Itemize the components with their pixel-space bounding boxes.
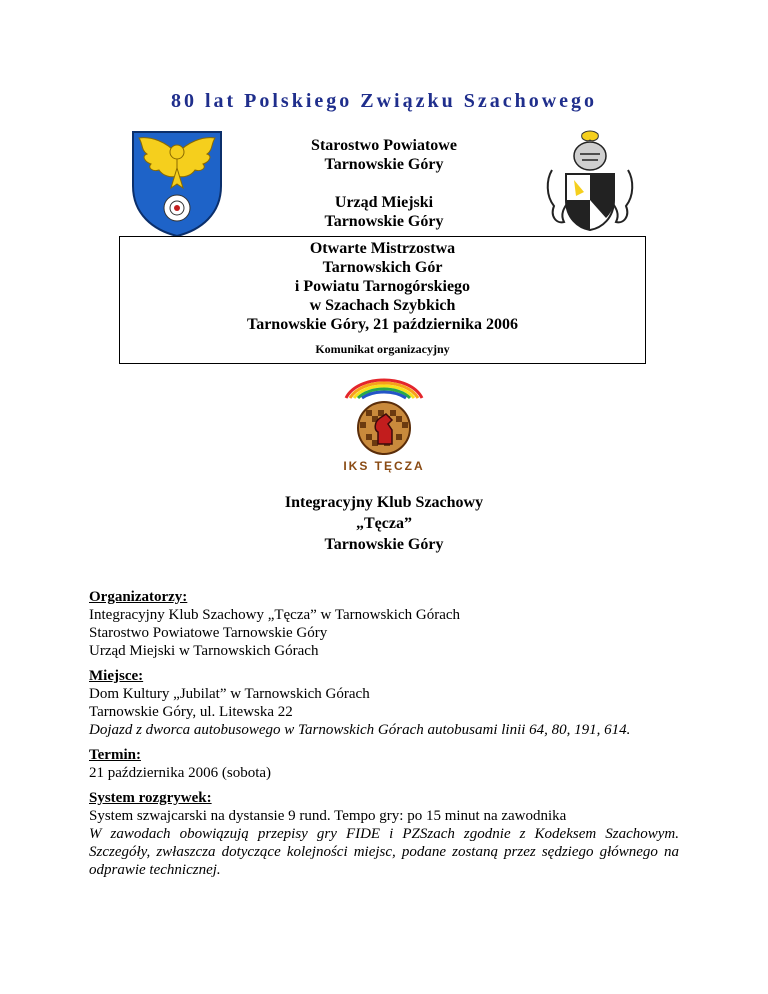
header-line: Starostwo Powiatowe <box>311 137 457 154</box>
section-title: Organizatorzy: <box>89 589 188 605</box>
content <box>89 588 679 886</box>
event-subtitle: Komunikat organizacyjny <box>315 342 450 356</box>
section-line: Urząd Miejski w Tarnowskich Górach <box>89 643 319 659</box>
page-title: 80 lat Polskiego Związku Szachowego <box>170 90 598 112</box>
section-title: Termin: <box>89 747 141 763</box>
club-line: Integracyjny Klub Szachowy <box>284 494 484 511</box>
header-line: Tarnowskie Góry <box>324 213 444 230</box>
header-block <box>0 136 768 231</box>
event-line: Tarnowskich Gór <box>322 259 443 276</box>
section-line: Dom Kultury „Jubilat” w Tarnowskich Górach <box>89 686 370 702</box>
section-title: System rozgrywek: <box>89 790 212 806</box>
event-line: i Powiatu Tarnogórskiego <box>294 278 471 295</box>
club-logo-icon <box>338 376 430 474</box>
event-line: w Szachach Szybkich <box>309 297 456 314</box>
section-date <box>89 746 679 782</box>
header-line: Urząd Miejski <box>334 194 434 211</box>
event-box <box>119 236 646 364</box>
header-line: Tarnowskie Góry <box>324 156 444 173</box>
club-line: Tarnowskie Góry <box>324 536 444 553</box>
section-system <box>89 789 679 879</box>
event-line: Otwarte Mistrzostwa <box>309 240 456 257</box>
section-organizers <box>89 588 679 660</box>
event-line: Tarnowskie Góry, 21 października 2006 <box>247 316 518 333</box>
section-line: Starostwo Powiatowe Tarnowskie Góry <box>89 625 328 641</box>
club-name <box>0 492 768 555</box>
section-note: Dojazd z dworca autobusowego w Tarnowskich Górach autobusami linii 64, 80, 191, 614. <box>89 722 631 738</box>
club-line: „Tęcza” <box>356 515 412 532</box>
club-logo-text: IKS TĘCZA <box>343 459 425 473</box>
section-line: System szwajcarski na dystansie 9 rund. Tempo gry: po 15 minut na zawodnika <box>89 808 567 824</box>
section-note: W zawodach obowiązują przepisy gry FIDE i PZSzach zgodnie z Kodeksem Szachowym. Szczegóły, zwłaszcza dotyczące kolejności miejsc, podane zostaną przez sędziego głównego na odprawie technicznej. <box>89 826 679 878</box>
section-title: Miejsce: <box>89 668 144 684</box>
section-place <box>89 667 679 739</box>
section-line: Integracyjny Klub Szachowy „Tęcza” w Tarnowskich Górach <box>89 607 461 623</box>
section-line: Tarnowskie Góry, ul. Litewska 22 <box>89 704 293 720</box>
section-line: 21 października 2006 (sobota) <box>89 765 272 781</box>
